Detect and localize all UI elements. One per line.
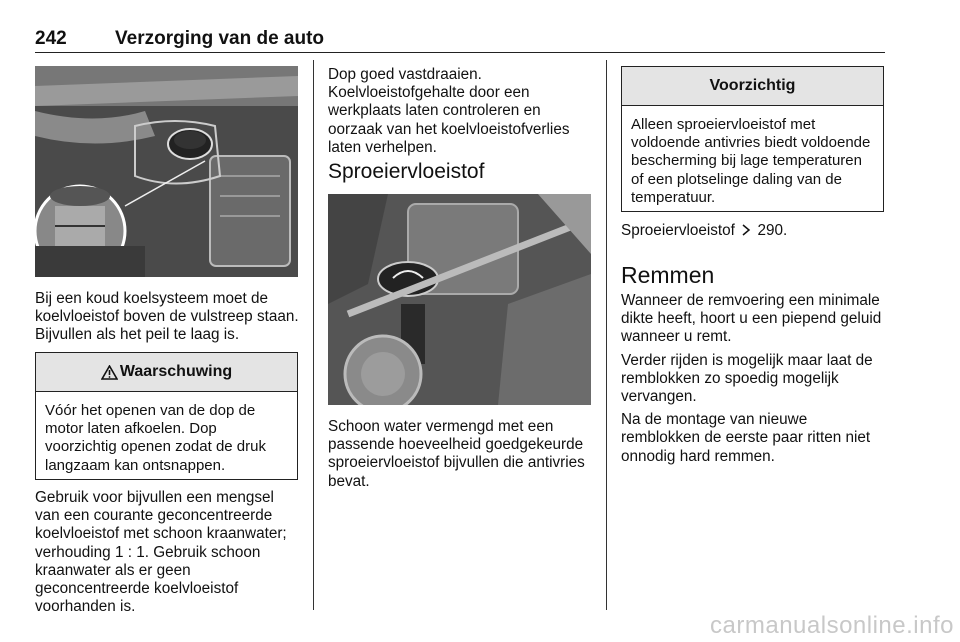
cap-tighten-paragraph: Dop goed vastdraaien. Koelvloeistofgehalte door een werkplaats laten controleren en oorzaak van het koelvloeistofverlies laten verhelpen. [328,66,570,156]
warning-box [35,352,298,480]
brakes-paragraph-3: Na de montage van nieuwe remblokken de eerste paar ritten niet onnodig hard remmen. [621,411,871,465]
caution-box [621,66,884,212]
warning-triangle-icon [101,365,118,380]
washer-fluid-heading: Sproeiervloeistof [328,160,485,183]
brakes-heading: Remmen [621,262,715,288]
warning-text: Vóór het openen van de dop de motor laten afkoelen. Dop voorzichtig openen zodat de druk langzaam kan ontsnappen. [45,402,266,474]
coolant-mixture-paragraph: Gebruik voor bijvullen een mengsel van een courante geconcentreerde koelvloeistof met schoon kraanwater; verhouding 1 : 1. Gebruik schoon kraanwater als er geen geconcentreerde koelvloeistof voorhanden is. [35,489,287,616]
reference-label: Sproeiervloeistof [621,222,735,239]
warning-title-text: Waarschuwing [119,363,233,380]
warning-box-title [36,353,297,392]
page-header [35,28,885,53]
page-reference-arrow-icon [741,224,751,236]
column-divider-right [606,60,607,610]
brakes-paragraph-2: Verder rijden is mogelijk maar laat de remblokken zo spoedig mogelijk vervangen. [621,351,873,406]
chapter-title: Verzorging van de auto [115,28,325,49]
coolant-level-paragraph: Bij een koud koelsysteem moet de koelvloeistof boven de vulstreep staan. Bijvullen als het peil te laag is. [35,290,299,344]
column-divider-left [313,60,314,610]
page-number: 242 [35,28,67,49]
coolant-reservoir-photo [35,66,298,277]
washer-fluid-fill-paragraph: Schoon water vermengd met een passende hoeveelheid goedgekeurde sproeiervloeistof bijvullen die antivries bevat. [328,418,585,490]
brakes-paragraph-1: Wanneer de remvoering een minimale dikte heeft, hoort u een piepend geluid wanneer u remt. [621,292,882,346]
reference-page[interactable]: 290. [757,222,788,239]
caution-title-text: Voorzichtig [709,77,796,94]
caution-box-title [622,67,883,106]
caution-text: Alleen sproeiervloeistof met voldoende antivries biedt voldoende bescherming bij lage temperaturen of een plotselinge daling van de temperatuur. [631,116,871,206]
washer-fluid-reservoir-photo [328,194,591,405]
watermark: carmanualsonline.info [710,612,954,639]
washer-fluid-reference [621,222,885,240]
